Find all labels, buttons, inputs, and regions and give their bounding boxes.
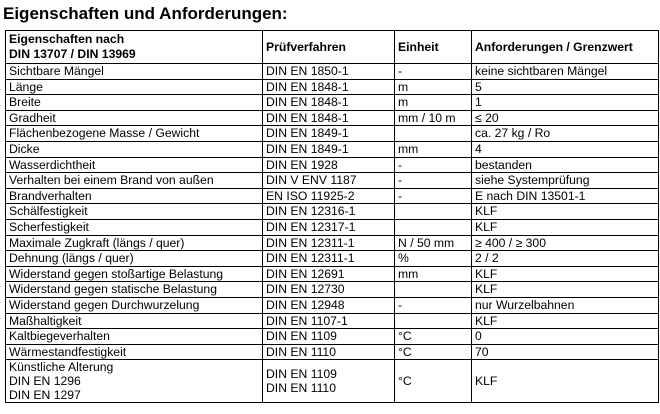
cell-method: DIN EN 12691 [263,266,395,282]
cell-method: DIN EN 12948 [263,297,395,313]
cell-property: Schälfestigkeit [6,204,263,220]
table-row [6,126,659,142]
table-row [6,344,659,360]
cell-method: DIN EN 12317-1 [263,219,395,235]
table-row [6,219,659,235]
cell-unit: - [395,173,472,189]
cell-property: Maßhaltigkeit [6,313,263,329]
cell-property-line: DIN EN 1296 [9,374,81,389]
table-row [6,313,659,329]
table-row [6,157,659,173]
cell-unit [395,219,472,235]
table-row [6,360,659,403]
table-row [6,79,659,95]
cell-property: Flächenbezogene Masse / Gewicht [6,126,263,142]
table-row [6,204,659,220]
cell-requirement: ≤ 20 [472,110,659,126]
cell-property: Maximale Zugkraft (längs / quer) [6,235,263,251]
table-row [6,329,659,345]
cell-method: DIN EN 12311-1 [263,235,395,251]
cell-property: Dehnung (längs / quer) [6,251,263,267]
cell-property: Wasserdichtheit [6,157,263,173]
cell-method [263,360,395,403]
cell-property-line: DIN EN 1297 [9,388,81,403]
table-row [6,95,659,111]
header-property-line2: DIN 13707 / DIN 13969 [9,47,136,61]
cell-requirement: nur Wurzelbahnen [472,297,659,313]
cell-method: DIN EN 1109 [263,329,395,345]
header-method: Prüfverfahren [263,31,395,64]
table-row [6,141,659,157]
cell-unit: °C [395,329,472,345]
cell-unit [395,126,472,142]
cell-property: Dicke [6,141,263,157]
cell-method: DIN EN 1848-1 [263,95,395,111]
cell-method: DIN EN 1848-1 [263,79,395,95]
cell-requirement: KLF [472,266,659,282]
cell-unit [395,282,472,298]
cell-property: Länge [6,79,263,95]
cell-method: DIN EN 1849-1 [263,126,395,142]
cell-method-line: DIN EN 1110 [266,381,336,396]
cell-unit: - [395,157,472,173]
cell-method: DIN EN 1848-1 [263,110,395,126]
cell-property: Wärmestandfestigkeit [6,344,263,360]
cell-unit [395,204,472,220]
cell-requirement: 70 [472,344,659,360]
cell-property: Kaltbiegeverhalten [6,329,263,345]
cell-requirement: ≥ 400 / ≥ 300 [472,235,659,251]
cell-property: Breite [6,95,263,111]
header-requirement: Anforderungen / Grenzwert [472,31,659,64]
cell-unit [395,313,472,329]
table-row [6,235,659,251]
cell-method: DIN EN 1850-1 [263,64,395,80]
cell-property: Widerstand gegen Durchwurzelung [6,297,263,313]
cell-requirement: bestanden [472,157,659,173]
cell-requirement: 2 / 2 [472,251,659,267]
cell-requirement: KLF [472,204,659,220]
cell-method: DIN EN 12311-1 [263,251,395,267]
cell-method: DIN EN 1849-1 [263,141,395,157]
cell-requirement: 5 [472,79,659,95]
cell-requirement: 1 [472,95,659,111]
cell-property: Widerstand gegen statische Belastung [6,282,263,298]
cell-method: EN ISO 11925-2 [263,188,395,204]
cell-method-line: DIN EN 1109 [266,367,337,382]
cell-requirement: KLF [472,313,659,329]
cell-requirement: siehe Systemprüfung [472,173,659,189]
cell-requirement: 0 [472,329,659,345]
cell-unit: °C [395,344,472,360]
cell-property: Gradheit [6,110,263,126]
page-title: Eigenschaften und Anforderungen: [3,4,288,23]
table-header-row [6,31,659,64]
cell-unit: % [395,251,472,267]
cell-unit: m [395,79,472,95]
header-property [6,31,263,64]
table-row [6,297,659,313]
header-unit: Einheit [395,31,472,64]
cell-unit: mm [395,266,472,282]
cell-unit: °C [395,360,472,403]
cell-property: Sichtbare Mängel [6,64,263,80]
table-row [6,64,659,80]
cell-unit: m [395,95,472,111]
table-row [6,266,659,282]
table-row [6,188,659,204]
cell-property: Widerstand gegen stoßartige Belastung [6,266,263,282]
cell-property: Brandverhalten [6,188,263,204]
cell-unit: mm / 10 m [395,110,472,126]
cell-requirement: ca. 27 kg / Ro [472,126,659,142]
cell-property [6,360,263,403]
cell-unit: N / 50 mm [395,235,472,251]
table-row [6,282,659,298]
header-property-line1: Eigenschaften nach [9,32,125,47]
requirements-table [5,30,659,403]
cell-requirement: KLF [472,219,659,235]
cell-unit: mm [395,141,472,157]
cell-method: DIN EN 12316-1 [263,204,395,220]
cell-unit: - [395,64,472,80]
cell-property: Scherfestigkeit [6,219,263,235]
cell-method: DIN EN 12730 [263,282,395,298]
cell-property: Verhalten bei einem Brand von außen [6,173,263,189]
cell-property-line: Künstliche Alterung [9,360,114,375]
cell-unit: - [395,188,472,204]
table-body [6,64,659,403]
cell-unit: - [395,297,472,313]
cell-requirement: 4 [472,141,659,157]
table-row [6,110,659,126]
cell-method: DIN EN 1107-1 [263,313,395,329]
cell-method: DIN V ENV 1187 [263,173,395,189]
table-row [6,251,659,267]
cell-requirement: KLF [472,360,659,403]
cell-requirement: keine sichtbaren Mängel [472,64,659,80]
cell-method: DIN EN 1110 [263,344,395,360]
table-row [6,173,659,189]
cell-requirement: KLF [472,282,659,298]
cell-method: DIN EN 1928 [263,157,395,173]
cell-requirement: E nach DIN 13501-1 [472,188,659,204]
